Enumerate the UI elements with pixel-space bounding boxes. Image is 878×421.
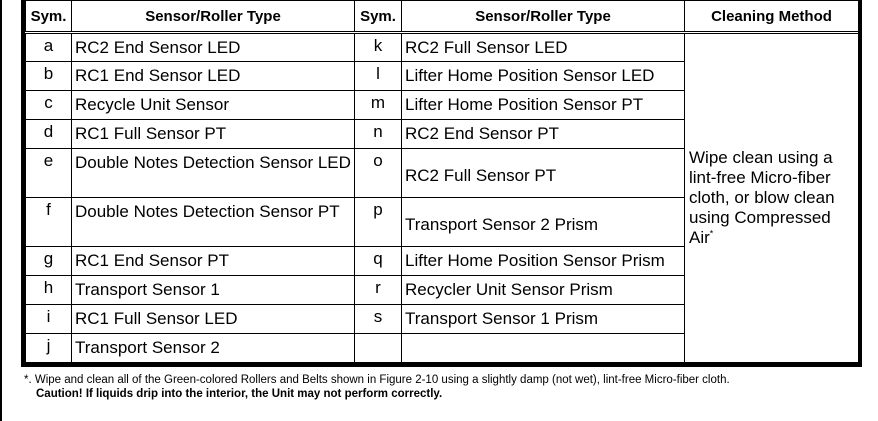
sym-cell: f — [26, 198, 72, 247]
cleaning-method-footnote-mark: * — [709, 228, 714, 239]
sym-cell: j — [26, 334, 72, 363]
type-cell: Transport Sensor 2 Prism — [402, 198, 685, 247]
type-cell: Transport Sensor 1 Prism — [402, 305, 685, 334]
type-cell: Double Notes Detection Sensor PT — [72, 198, 355, 247]
table-row — [26, 33, 859, 62]
type-cell: Recycler Unit Sensor Prism — [402, 276, 685, 305]
sym-cell: l — [355, 62, 402, 91]
type-cell: Lifter Home Position Sensor Prism — [402, 247, 685, 276]
sym-cell: k — [355, 33, 402, 62]
sym-cell: m — [355, 91, 402, 120]
sym-cell: r — [355, 276, 402, 305]
type-cell: RC1 Full Sensor LED — [72, 305, 355, 334]
type-cell: Transport Sensor 2 — [72, 334, 355, 363]
type-cell: Transport Sensor 1 — [72, 276, 355, 305]
footnote-text: Wipe and clean all of the Green-colored Rollers and Belts shown in Figure 2-10 using a slightly damp (not wet), lint-free Micro-fiber cloth. — [34, 374, 730, 386]
sensor-cleaning-table-frame — [21, 0, 862, 367]
header-sym-2: Sym. — [355, 1, 402, 33]
footnote — [24, 373, 864, 401]
footnote-line — [24, 373, 864, 387]
header-sym-1: Sym. — [26, 1, 72, 33]
type-cell: RC1 End Sensor PT — [72, 247, 355, 276]
sym-cell: s — [355, 305, 402, 334]
type-cell: Recycle Unit Sensor — [72, 91, 355, 120]
sym-cell: i — [26, 305, 72, 334]
type-cell: RC2 End Sensor PT — [402, 120, 685, 149]
type-cell: RC2 Full Sensor PT — [402, 149, 685, 198]
header-type-2: Sensor/Roller Type — [402, 1, 685, 33]
footnote-caution: Caution! If liquids drip into the interior, the Unit may not perform correctly. — [36, 388, 443, 400]
type-cell: RC2 Full Sensor LED — [402, 33, 685, 62]
cleaning-method-cell — [685, 33, 859, 363]
sym-cell: d — [26, 120, 72, 149]
sym-cell: n — [355, 120, 402, 149]
sym-cell: a — [26, 33, 72, 62]
header-type-1: Sensor/Roller Type — [72, 1, 355, 33]
cleaning-method-text: Wipe clean using a lint-free Micro-fiber cloth, or blow clean using Compressed Air — [689, 148, 835, 247]
sensor-cleaning-table — [25, 0, 859, 363]
sym-cell: c — [26, 91, 72, 120]
page-left-rule — [0, 0, 2, 421]
footnote-mark: *. — [24, 374, 32, 386]
sym-cell: p — [355, 198, 402, 247]
type-cell: RC1 End Sensor LED — [72, 62, 355, 91]
sym-cell: h — [26, 276, 72, 305]
header-row — [26, 1, 859, 33]
header-cleaning-method: Cleaning Method — [685, 1, 859, 33]
sym-cell: e — [26, 149, 72, 198]
sym-cell: b — [26, 62, 72, 91]
type-cell: Lifter Home Position Sensor LED — [402, 62, 685, 91]
type-cell: RC1 Full Sensor PT — [72, 120, 355, 149]
sym-cell — [355, 334, 402, 363]
type-cell: Lifter Home Position Sensor PT — [402, 91, 685, 120]
type-cell: Double Notes Detection Sensor LED — [72, 149, 355, 198]
sym-cell: o — [355, 149, 402, 198]
sym-cell: g — [26, 247, 72, 276]
type-cell: RC2 End Sensor LED — [72, 33, 355, 62]
sym-cell: q — [355, 247, 402, 276]
type-cell — [402, 334, 685, 363]
